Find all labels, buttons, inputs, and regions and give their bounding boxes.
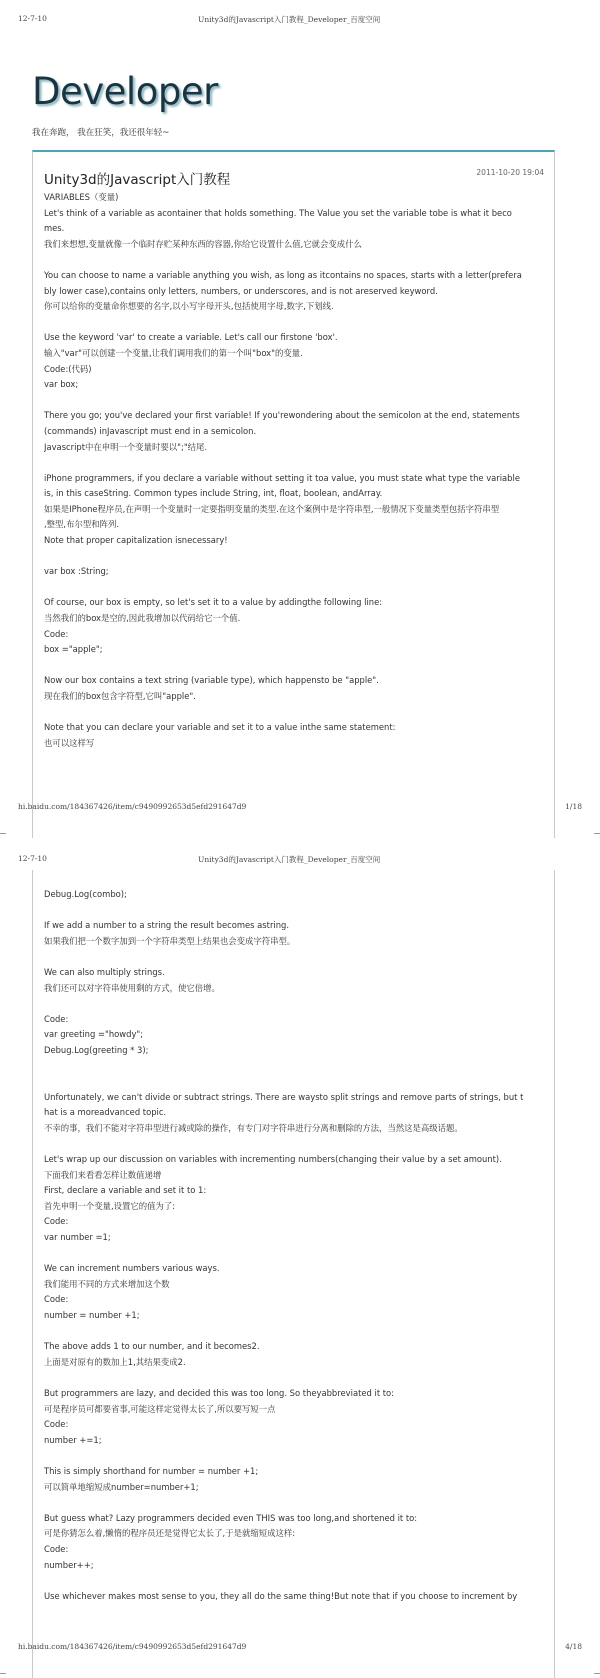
blank-line [44, 996, 554, 1012]
text-line: var box :String; [44, 566, 109, 577]
text-line: Code: [44, 1216, 69, 1227]
text-line: We can increment numbers various ways. [44, 1263, 220, 1274]
page-corner-mark [0, 833, 6, 834]
text-line: hat is a moreadvanced topic. [44, 1107, 167, 1118]
text-line: We can also multiply strings. [44, 966, 165, 977]
text-line: number +=1; [44, 1434, 102, 1445]
article-card [32, 150, 555, 838]
text-line: This is simply shorthand for number = number +1; [44, 1465, 259, 1476]
text-line: 你可以给你的变量命你想要的名字,以小写字母开头,包括使用字母,数字,下划线. [44, 301, 334, 312]
print-page-number: 4/18 [565, 1642, 582, 1651]
blank-line [44, 705, 554, 721]
text-line: Code: [44, 1013, 69, 1024]
blank-line [44, 315, 554, 331]
print-header [18, 14, 582, 26]
article-title[interactable]: Unity3d的Javascript入门教程 [44, 172, 231, 188]
text-line: 也可以这样写 [44, 737, 95, 748]
blank-line [44, 1324, 554, 1340]
blank-line [44, 393, 554, 409]
text-line: Of course, our box is empty, so let's set it to a value by addingthe following line: [44, 597, 383, 608]
text-line: Code: [44, 1543, 69, 1554]
text-line: box ="apple"; [44, 644, 103, 655]
text-line: iPhone programmers, if you declare a variable without setting it toa value, you must state what type the variable [44, 472, 520, 483]
blank-line [44, 1495, 554, 1511]
text-line: Note that proper capitalization isnecessary! [44, 535, 228, 546]
blog-tagline: 我在奔跑， 我在狂笑，我还很年轻~ [32, 128, 170, 138]
text-line: If we add a number to a string the result becomes astring. [44, 920, 290, 931]
text-line: 下面我们来看看怎样让数值递增 [44, 1169, 162, 1180]
print-footer [18, 802, 582, 814]
print-page-number: 1/18 [565, 802, 582, 811]
text-line: Code: [44, 1294, 69, 1305]
text-line: is, in this caseString. Common types include String, int, float, boolean, andArray. [44, 488, 383, 499]
text-line: var greeting ="howdy"; [44, 1029, 144, 1040]
article-body [44, 190, 554, 751]
blank-line [44, 1448, 554, 1464]
text-line: But guess what? Lazy programmers decided even THIS was too long,and shortened it to: [44, 1512, 418, 1523]
print-title: Unity3d的Javascript入门教程_Developer_百度空间 [198, 855, 381, 864]
text-line: Use whichever makes most sense to you, they all do the same thing!But note that if you choose to increment by [44, 1590, 518, 1601]
text-line: 我们来想想,变量就像一个临时存贮某种东西的容器,你给它设置什么值,它就会变成什么 [44, 238, 362, 249]
blank-line [44, 455, 554, 471]
blank-line [44, 1370, 554, 1386]
pdf-page-4 [0, 840, 600, 1678]
text-line: 输入"var"可以创建一个变量,让我们调用我们的第一个叫"box"的变量. [44, 347, 303, 358]
blank-line [44, 949, 554, 965]
page-corner-mark [0, 1673, 6, 1674]
text-line: 当然我们的box是空的,因此我增加以代码给它一个值. [44, 613, 241, 624]
text-line: number = number +1; [44, 1310, 140, 1321]
text-line: 现在我们的box包含字符型,它叫"apple". [44, 691, 196, 701]
text-line: Now our box contains a text string (variable type), which happensto be "apple". [44, 675, 379, 686]
text-line: 如果我们把一个数字加到一个字符串类型上结果也会变成字符串型。 [44, 935, 296, 946]
text-line: The above adds 1 to our number, and it becomes2. [44, 1341, 260, 1352]
text-line: Code:(代码) [44, 363, 92, 374]
blank-line [44, 658, 554, 674]
text-line: 可以简单地缩短成number=number+1; [44, 1481, 199, 1492]
text-line: ,整型,布尔型和阵列. [44, 519, 119, 530]
text-line: var number =1; [44, 1232, 111, 1243]
print-url: hi.baidu.com/184367426/item/c9490992653d5efd291647d9 [18, 802, 247, 811]
article-body [44, 887, 554, 1604]
text-line: 上面是对原有的数加上1,其结果变成2. [44, 1356, 186, 1367]
blank-line [44, 1573, 554, 1589]
print-footer [18, 1642, 582, 1654]
text-line: Note that you can declare your variable and set it to a value inthe same statement: [44, 722, 396, 733]
text-line: 如果是IPhone程序员,在声明一个变量时一定要指明变量的类型.在这个案例中是字符串型,一般情况下变量类型包括字符串型 [44, 503, 500, 514]
text-line: VARIABLES（变量) [44, 192, 119, 202]
blank-line [44, 1246, 554, 1262]
blank-line [44, 549, 554, 565]
pdf-page-1 [0, 0, 600, 838]
text-line: 不幸的事，我们不能对字符串型进行减或除的操作，有专门对字符串进行分离和删除的方法，当然这是高级话题。 [44, 1122, 463, 1133]
print-title: Unity3d的Javascript入门教程_Developer_百度空间 [198, 15, 381, 24]
text-line: Let's wrap up our discussion on variables with incrementing numbers(changing their value by a set amount). [44, 1154, 502, 1165]
text-line: You can choose to name a variable anything you wish, as long as itcontains no spaces, starts with a letter(prefera [44, 269, 522, 280]
print-date: 12-7-10 [18, 14, 47, 23]
blank-line [44, 252, 554, 268]
text-line: 首先申明一个变量,设置它的值为了: [44, 1200, 176, 1211]
article-date: 2011-10-20 19:04 [476, 168, 544, 177]
blank-line [44, 580, 554, 596]
text-line: (commands) inJavascript must end in a semicolon. [44, 425, 257, 436]
text-line: 我们还可以对字符串使用剩的方式，使它倍增。 [44, 982, 220, 993]
text-line: Javascript中在申明一个变量时要以";"结尾. [44, 441, 208, 452]
text-line: Code: [44, 628, 69, 639]
text-line: 可是你猜怎么着,懒惰的程序员还是觉得它太长了,于是就缩短成这样: [44, 1528, 296, 1539]
text-line: There you go; you've declared your first variable! If you'rewondering about the semicolon at the end, statements [44, 410, 520, 421]
text-line: Use the keyword 'var' to create a variable. Let's call our firstone 'box'. [44, 332, 338, 343]
text-line: But programmers are lazy, and decided this was too long. So theyabbreviated it to: [44, 1388, 394, 1398]
page-corner-mark [594, 1673, 600, 1674]
blank-line [44, 903, 554, 919]
text-line: Let's think of a variable as acontainer that holds something. The Value you set the variable tobe is what it beco [44, 207, 512, 218]
text-line: 我们能用不同的方式来增加这个数 [44, 1278, 170, 1289]
blank-line [44, 1137, 554, 1153]
text-line: Unfortunately, we can't divide or subtract strings. There are waysto split strings and remove parts of strings, but t [44, 1091, 524, 1102]
blog-name-logo[interactable]: Developer [32, 70, 218, 113]
text-line: Debug.Log(combo); [44, 889, 127, 899]
text-line: Code: [44, 1419, 69, 1430]
text-line: First, declare a variable and set it to 1: [44, 1185, 207, 1196]
article-card [32, 870, 555, 1678]
page-corner-mark [594, 833, 600, 834]
text-line: mes. [44, 223, 65, 234]
blank-line [44, 1074, 554, 1090]
text-line: number++; [44, 1559, 94, 1570]
print-header [18, 854, 582, 866]
text-line: 可是程序员可都要省事,可能这样定觉得太长了,所以要写短一点 [44, 1403, 276, 1414]
blank-line [44, 1059, 554, 1075]
print-url: hi.baidu.com/184367426/item/c9490992653d5efd291647d9 [18, 1642, 247, 1651]
text-line: Debug.Log(greeting * 3); [44, 1044, 149, 1055]
print-date: 12-7-10 [18, 854, 47, 863]
text-line: bly lower case),contains only letters, numbers, or underscores, and is not areserved keyword. [44, 285, 438, 296]
text-line: var box; [44, 379, 79, 390]
